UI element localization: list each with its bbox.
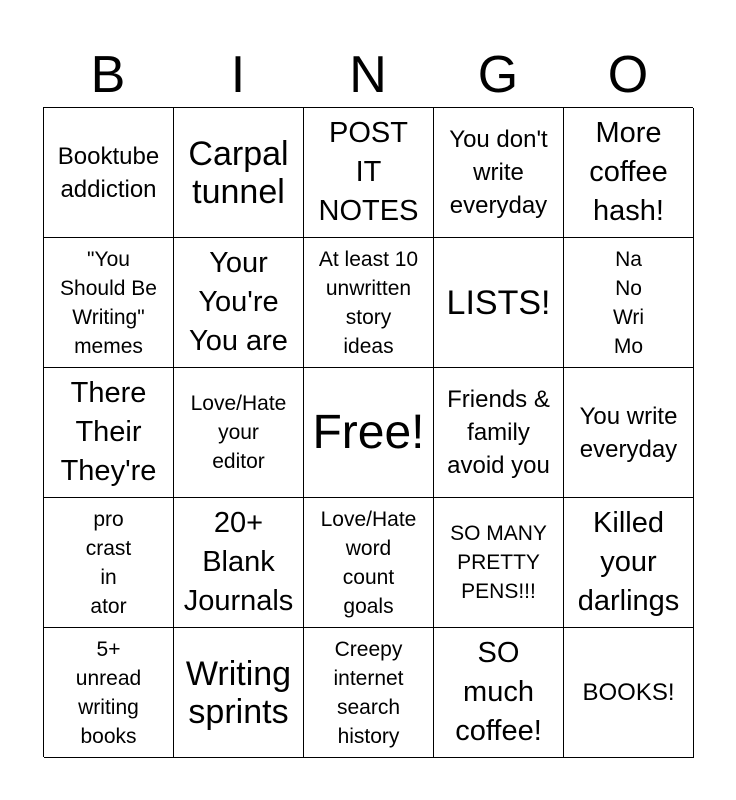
bingo-cell-text: Friends & family avoid you	[447, 386, 550, 479]
bingo-cell[interactable]	[44, 628, 174, 758]
bingo-cell[interactable]	[564, 368, 694, 498]
bingo-cell-text: SO much coffee!	[455, 637, 542, 747]
bingo-cell[interactable]	[44, 498, 174, 628]
header-letter-o: O	[607, 46, 649, 104]
bingo-cell-free[interactable]	[304, 368, 434, 498]
bingo-cell-text: 5+ unread writing books	[75, 637, 142, 748]
bingo-cell[interactable]	[174, 238, 304, 368]
bingo-cell-text: 20+ Blank Journals	[183, 507, 294, 617]
bingo-cell[interactable]	[304, 628, 434, 758]
bingo-cell-text: You write everyday	[579, 402, 678, 463]
bingo-cell[interactable]	[564, 628, 694, 758]
header-letter-b: B	[90, 46, 126, 104]
bingo-cell[interactable]	[434, 498, 564, 628]
bingo-cell[interactable]	[174, 628, 304, 758]
bingo-cell-text: There Their They're	[60, 377, 157, 487]
bingo-cell-text: Creepy internet search history	[333, 637, 404, 748]
header-letter-i: I	[230, 46, 246, 104]
bingo-cell[interactable]	[304, 498, 434, 628]
bingo-cell-text: Booktube addiction	[57, 142, 160, 203]
bingo-cell[interactable]	[434, 628, 564, 758]
bingo-cell-text: More coffee hash!	[589, 117, 668, 227]
bingo-cell-text: Carpal tunnel	[188, 134, 289, 211]
bingo-cell-text: POST IT NOTES	[318, 117, 419, 227]
bingo-board	[43, 107, 693, 757]
bingo-cell-text: SO MANY PRETTY PENS!!!	[450, 522, 547, 603]
bingo-cell-text: You don't write everyday	[449, 126, 548, 219]
bingo-cell-text: Love/Hate word count goals	[320, 507, 417, 618]
bingo-cell[interactable]	[174, 368, 304, 498]
bingo-cell[interactable]	[304, 238, 434, 368]
bingo-cell-text: Love/Hate your editor	[190, 392, 287, 473]
bingo-cell[interactable]	[174, 498, 304, 628]
header-letter-n: N	[349, 46, 387, 104]
header-letter-g: G	[477, 46, 519, 104]
bingo-cell-text: At least 10 unwritten story ideas	[318, 247, 419, 358]
bingo-cell[interactable]	[44, 238, 174, 368]
bingo-cell-text: "You Should Be Writing" memes	[60, 247, 157, 358]
bingo-cell[interactable]	[564, 498, 694, 628]
bingo-header	[43, 46, 693, 104]
bingo-cell[interactable]	[434, 368, 564, 498]
bingo-cell-text: Killed your darlings	[577, 507, 680, 617]
bingo-cell-text: LISTS!	[446, 283, 551, 322]
bingo-cell[interactable]	[434, 108, 564, 238]
bingo-cell[interactable]	[564, 238, 694, 368]
bingo-cell-text: Na No Wri Mo	[612, 247, 645, 358]
bingo-cell[interactable]	[564, 108, 694, 238]
bingo-cell-text: pro crast in ator	[85, 507, 132, 618]
free-space-text: Free!	[312, 405, 425, 459]
bingo-cell[interactable]	[304, 108, 434, 238]
bingo-cell-text: Your You're You are	[189, 247, 288, 357]
bingo-cell[interactable]	[434, 238, 564, 368]
bingo-cell-text: BOOKS!	[582, 679, 675, 706]
bingo-cell[interactable]	[174, 108, 304, 238]
bingo-cell[interactable]	[44, 368, 174, 498]
bingo-cell-text: Writing sprints	[185, 654, 292, 731]
bingo-cell[interactable]	[44, 108, 174, 238]
